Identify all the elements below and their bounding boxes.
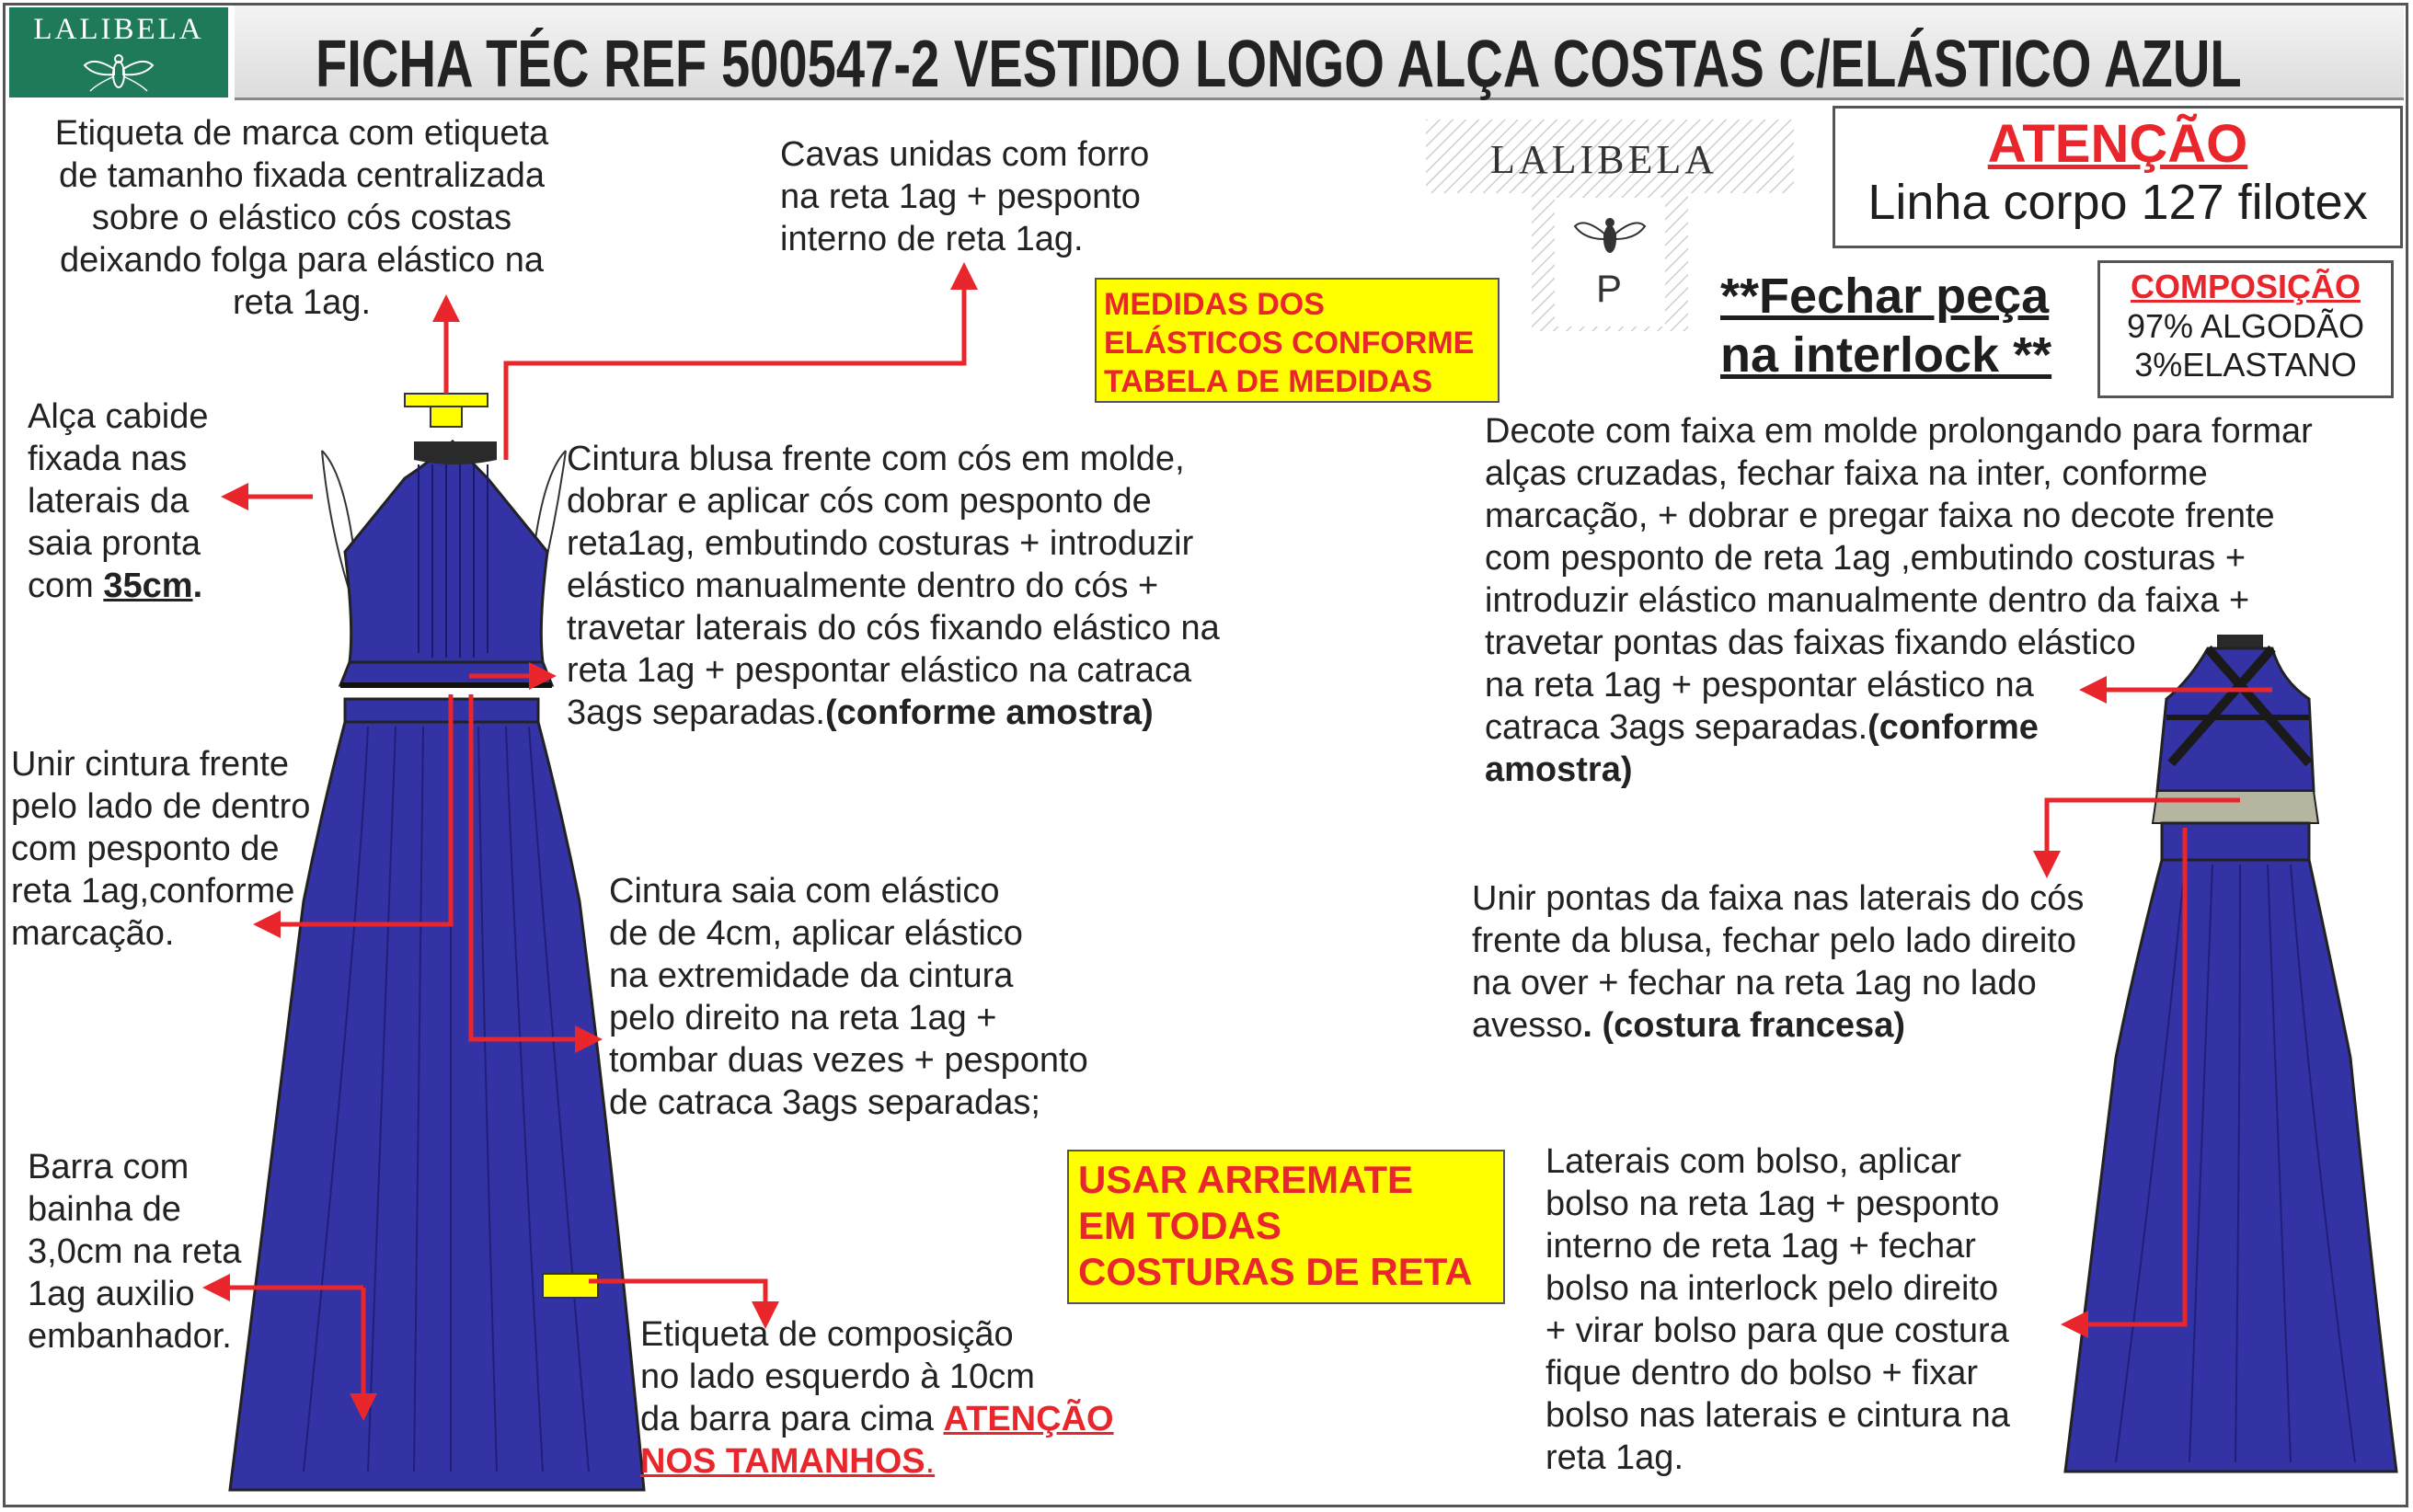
note-warning: ATENÇÃO bbox=[943, 1400, 1114, 1438]
fechar-line2: na interlock ** bbox=[1720, 327, 2052, 383]
note-barra bbox=[28, 1146, 241, 1357]
composition-line1: 97% ALGODÃO bbox=[2126, 307, 2365, 345]
note-line: na reta 1ag + pesponto bbox=[780, 178, 1141, 216]
note-line: de tamanho fixada centralizada bbox=[58, 156, 546, 195]
note-line: laterais da bbox=[28, 482, 190, 521]
note-line: fique dentro do bolso + fixar bbox=[1545, 1354, 1979, 1392]
note-line: reta 1ag,conforme bbox=[11, 872, 295, 911]
note-bold: (conforme amostra) bbox=[824, 693, 1154, 732]
note-bold: (conforme bbox=[1867, 708, 2039, 747]
note-line: travetar pontas das faixas fixando elástico bbox=[1485, 624, 2136, 662]
composition-heading: COMPOSIÇÃO bbox=[2130, 268, 2361, 305]
note-etiqueta-composicao: Etiqueta de composição no lado esquerdo à 10cm da barra para cima ATENÇÃO NOS TAMANHOS. bbox=[640, 1315, 1114, 1481]
note-line: catraca 3ags separadas. bbox=[1485, 708, 1868, 747]
note-line: sobre o elástico cós costas bbox=[91, 199, 512, 237]
note-cavas bbox=[780, 133, 1149, 260]
note-line: Etiqueta de composição bbox=[640, 1315, 1014, 1354]
note-warning: NOS TAMANHOS bbox=[640, 1442, 925, 1481]
note-bold: . (costura francesa) bbox=[1582, 1006, 1905, 1045]
note-line: marcação, + dobrar e pregar faixa no decote frente bbox=[1485, 497, 2275, 535]
note-line: 3ags separadas. bbox=[567, 693, 825, 732]
note-line: reta1ag, embutindo costuras + introduzir bbox=[567, 524, 1194, 563]
note-line: na over + fechar na reta 1ag no lado bbox=[1472, 964, 2037, 1002]
brand-name: LALIBELA bbox=[33, 13, 204, 46]
note-line: avesso bbox=[1472, 1006, 1583, 1045]
note-line: . bbox=[192, 567, 203, 605]
note-cintura-saia bbox=[609, 870, 1088, 1124]
note-line: na reta 1ag + pespontar elástico na bbox=[1485, 666, 2034, 704]
note-line: com pesponto de reta 1ag ,embutindo costuras + bbox=[1485, 539, 2246, 578]
note-line: + virar bolso para que costura bbox=[1545, 1312, 2009, 1350]
page-title: FICHA TÉC REF 500547-2 VESTIDO LONGO ALÇA COSTAS C/ELÁSTICO AZUL bbox=[316, 28, 2242, 101]
note-bold: amostra) bbox=[1485, 750, 1633, 789]
label-size: P bbox=[1596, 267, 1623, 310]
note-decote bbox=[1485, 410, 2313, 791]
note-line: na extremidade da cintura bbox=[609, 956, 1014, 995]
attention-text: Linha corpo 127 filotex bbox=[1867, 175, 2368, 230]
note-line: reta 1ag. bbox=[233, 283, 371, 322]
note-line: introduzir elástico manualmente dentro da faixa + bbox=[1485, 581, 2250, 620]
note-line: Unir cintura frente bbox=[11, 745, 290, 784]
note-line: Unir pontas da faixa nas laterais do cós bbox=[1472, 879, 2085, 918]
note-line: bolso na interlock pelo direito bbox=[1545, 1269, 1999, 1308]
note-line: tombar duas vezes + pesponto bbox=[609, 1041, 1088, 1080]
note-laterais bbox=[1545, 1140, 2010, 1479]
medidas-line: MEDIDAS DOS bbox=[1104, 287, 1325, 322]
note-line: saia pronta bbox=[28, 524, 201, 563]
note-cintura-blusa bbox=[567, 438, 1220, 734]
attention-heading: ATENÇÃO bbox=[1987, 114, 2248, 174]
note-line: Cintura saia com elástico bbox=[609, 872, 1000, 911]
note-alca bbox=[28, 395, 208, 607]
note-line: Cavas unidas com forro bbox=[780, 135, 1150, 174]
note-line: interno de reta 1ag + fechar bbox=[1545, 1227, 1976, 1266]
note-line: reta 1ag + pespontar elástico na catraca bbox=[567, 651, 1192, 690]
note-etiqueta-marca bbox=[26, 112, 578, 324]
note-line: frente da blusa, fechar pelo lado direito bbox=[1472, 922, 2076, 960]
note-line: de de 4cm, aplicar elástico bbox=[609, 914, 1023, 953]
note-line: Barra com bbox=[28, 1148, 190, 1186]
note-line: Alça cabide bbox=[28, 397, 209, 436]
note-line: 1ag auxilio bbox=[28, 1275, 195, 1313]
note-line: com pesponto de bbox=[11, 830, 280, 868]
note-line: bolso nas laterais e cintura na bbox=[1545, 1396, 2010, 1435]
note-line: de catraca 3ags separadas; bbox=[609, 1083, 1040, 1122]
note-line: travetar laterais do cós fixando elástico na bbox=[567, 609, 1220, 647]
note-line: alças cruzadas, fechar faixa na inter, conforme bbox=[1485, 454, 2208, 493]
medidas-line: ELÁSTICOS CONFORME bbox=[1104, 326, 1475, 361]
medidas-line: TABELA DE MEDIDAS bbox=[1104, 364, 1432, 399]
note-line: deixando folga para elástico na bbox=[59, 241, 545, 280]
label-brand: LALIBELA bbox=[1490, 137, 1718, 182]
note-line: interno de reta 1ag. bbox=[780, 220, 1084, 258]
note-line: 3,0cm na reta bbox=[28, 1232, 242, 1271]
note-line: fixada nas bbox=[28, 440, 188, 478]
note-line: da barra para cima bbox=[640, 1400, 944, 1438]
note-line: elástico manualmente dentro do cós + bbox=[567, 567, 1159, 605]
note-line: Decote com faixa em molde prolongando para formar bbox=[1485, 412, 2313, 451]
note-unir-cintura bbox=[11, 743, 310, 955]
note-line: Laterais com bolso, aplicar bbox=[1545, 1142, 1961, 1181]
note-unir-pontas bbox=[1472, 877, 2084, 1047]
note-line: pelo lado de dentro bbox=[11, 787, 311, 826]
fechar-line1: **Fechar peça bbox=[1720, 269, 2050, 324]
note-line: Etiqueta de marca com etiqueta bbox=[54, 114, 549, 153]
note-line: com bbox=[28, 567, 104, 605]
note-line: reta 1ag. bbox=[1545, 1438, 1683, 1477]
note-line: marcação. bbox=[11, 914, 175, 953]
note-line: pelo direito na reta 1ag + bbox=[609, 999, 997, 1037]
note-line: no lado esquerdo à 10cm bbox=[640, 1357, 1035, 1396]
arremate-line: COSTURAS DE RETA bbox=[1078, 1250, 1473, 1293]
composition-line2: 3%ELASTANO bbox=[2134, 346, 2357, 384]
note-line: bolso na reta 1ag + pesponto bbox=[1545, 1185, 2000, 1223]
note-line: Cintura blusa frente com cós em molde, bbox=[567, 440, 1185, 478]
note-line: dobrar e aplicar cós com pesponto de bbox=[567, 482, 1152, 521]
arremate-line: EM TODAS bbox=[1078, 1204, 1281, 1247]
note-bold: 35cm bbox=[103, 567, 193, 605]
note-line: bainha de bbox=[28, 1190, 181, 1229]
note-line: embanhador. bbox=[28, 1317, 232, 1356]
arremate-line: USAR ARREMATE bbox=[1078, 1158, 1413, 1201]
